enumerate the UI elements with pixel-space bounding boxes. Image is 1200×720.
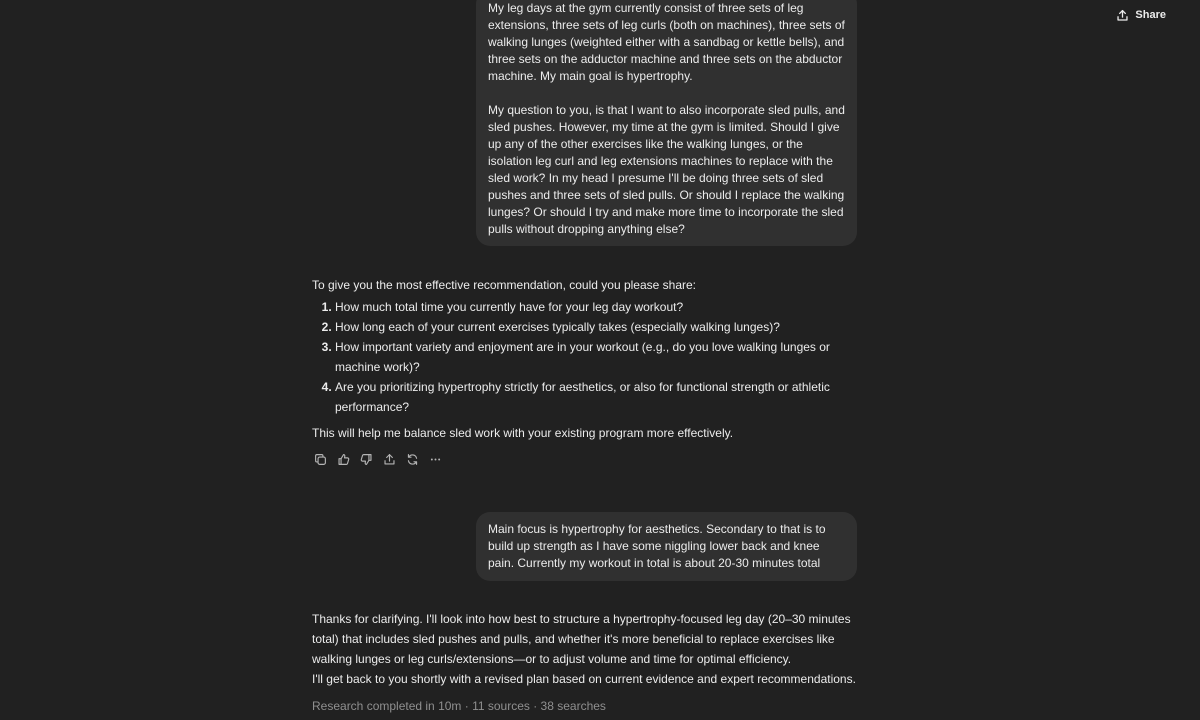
user-message bbox=[476, 0, 857, 246]
more-icon bbox=[429, 453, 442, 466]
assistant-paragraph: I'll get back to you shortly with a revised plan based on current evidence and expert recommendations. bbox=[312, 672, 856, 686]
assistant-message bbox=[312, 609, 860, 689]
share-icon bbox=[1116, 9, 1129, 22]
thumbs-down-button[interactable] bbox=[358, 451, 374, 467]
thumbs-up-icon bbox=[337, 453, 350, 466]
assistant-outro: This will help me balance sled work with your existing program more effectively. bbox=[312, 426, 734, 440]
list-item: 4. Are you prioritizing hypertrophy strictly for aesthetics, or also for functional strength or athletic performance? bbox=[335, 377, 860, 417]
share-icon bbox=[383, 453, 396, 466]
user-message-paragraph: My question to you, is that I want to also incorporate sled pulls, and sled pushes. However, my time at the gym is limited. Should I give up any of the other exercises like the walking lunges, or the isolation leg curl and leg extensions machines to replace with the sled work? In my head I presume I'll be doing three sets of sled pushes and three sets of sled pulls. Or should I replace the walking lunges? Or should I try and make more time to incorporate the sled pulls without dropping anything else? bbox=[488, 103, 845, 236]
list-item: 3. How important variety and enjoyment are in your workout (e.g., do you love walking lunges or machine work)? bbox=[335, 337, 860, 377]
thumbs-down-icon bbox=[360, 453, 373, 466]
share-button-label: Share bbox=[1135, 9, 1166, 21]
list-item: 1. How much total time you currently have for your leg day workout? bbox=[335, 297, 860, 317]
regenerate-icon bbox=[406, 453, 419, 466]
share-button[interactable] bbox=[1108, 4, 1174, 26]
user-message-paragraph: My leg days at the gym currently consist of three sets of leg extensions, three sets of leg curls (both on machines), three sets of walking lunges (weighted either with a sandbag or kettle bells), and three sets on the adductor machine and three sets on the abductor machine. My main goal is hypertrophy. bbox=[488, 1, 845, 83]
more-options-button[interactable] bbox=[427, 451, 443, 467]
question-list bbox=[312, 297, 860, 417]
user-message-text: Main focus is hypertrophy for aesthetics. Secondary to that is to build up strength as I have some niggling lower back and knee pain. Currently my workout in total is about 20-30 minutes total bbox=[488, 522, 826, 570]
assistant-message bbox=[312, 275, 860, 443]
copy-button[interactable] bbox=[312, 451, 328, 467]
message-actions bbox=[312, 451, 443, 467]
copy-icon bbox=[314, 453, 327, 466]
assistant-paragraph: Thanks for clarifying. I'll look into how best to structure a hypertrophy-focused leg day (20–30 minutes total) that includes sled pushes and pulls, and whether it's more beneficial to replace exercises like walking lunges or leg curls/extensions—or to adjust volume and time for optimal efficiency. bbox=[312, 612, 851, 666]
list-item: 2. How long each of your current exercises typically takes (especially walking lunges)? bbox=[335, 317, 860, 337]
regenerate-button[interactable] bbox=[404, 451, 420, 467]
thumbs-up-button[interactable] bbox=[335, 451, 351, 467]
user-message bbox=[476, 512, 857, 581]
assistant-intro: To give you the most effective recommendation, could you please share: bbox=[312, 278, 696, 292]
share-message-button[interactable] bbox=[381, 451, 397, 467]
research-status[interactable]: Research completed in 10m · 11 sources · 38 searches bbox=[312, 699, 606, 713]
